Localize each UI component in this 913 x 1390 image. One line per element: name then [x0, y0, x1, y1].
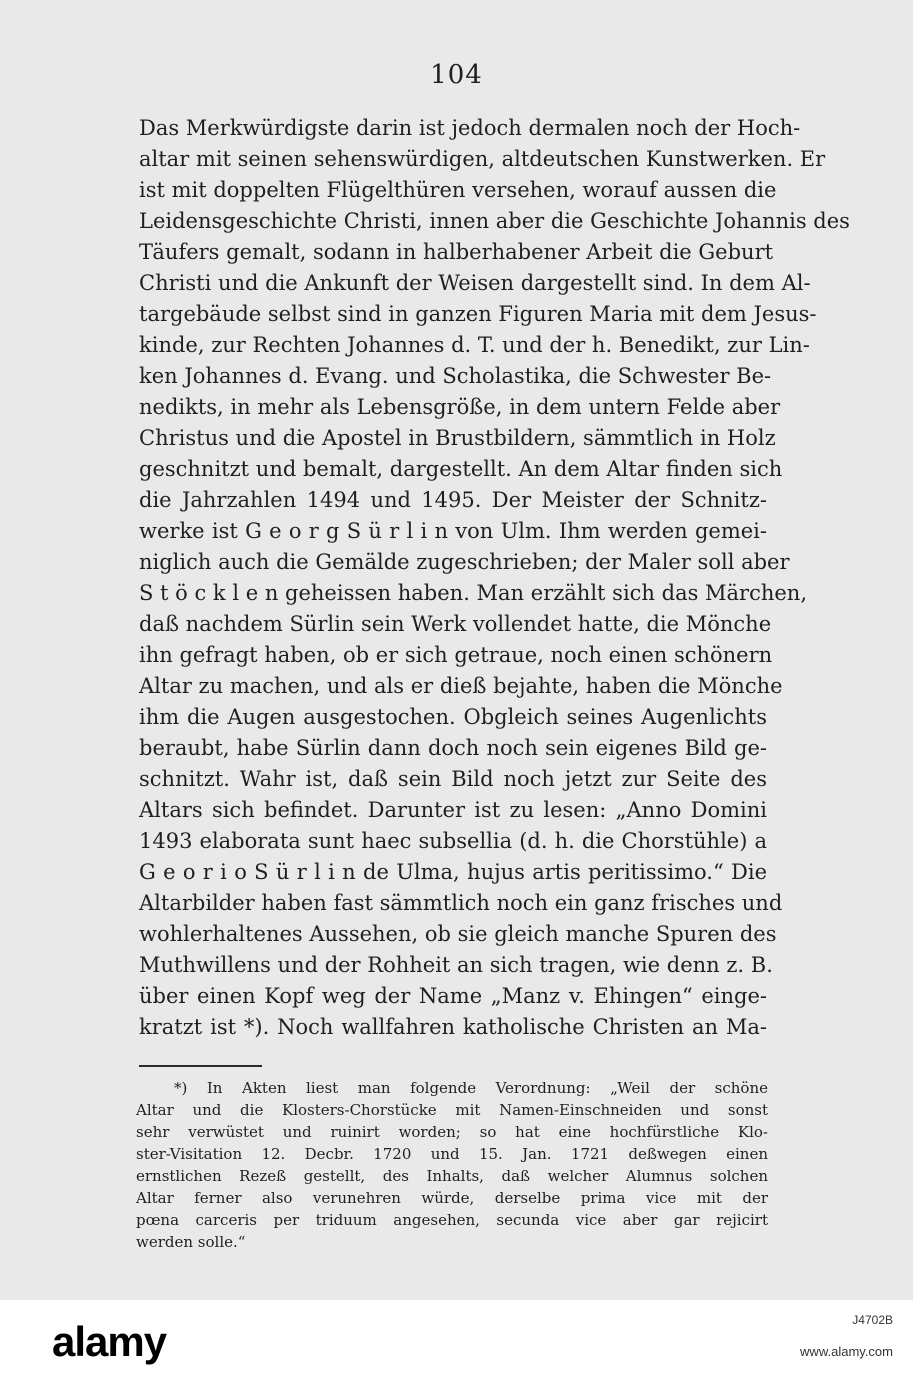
text-line: über einen Kopf weg der Name „Manz v. Ehingen“ einge- — [139, 984, 767, 1008]
text-line: Altar zu machen, und als er dieß bejahte, haben die Mönche — [139, 674, 783, 698]
text-line: Christus und die Apostel in Brustbildern, sämmtlich in Holz — [139, 426, 776, 450]
text-line: wohlerhaltenes Aussehen, ob sie gleich manche Spuren des — [139, 922, 777, 946]
text-line: Christi und die Ankunft der Weisen dargestellt sind. In dem Al- — [139, 271, 811, 295]
text-line: Altarbilder haben fast sämmtlich noch ein ganz frisches und — [139, 891, 783, 915]
text-line: kratzt ist *). Noch wallfahren katholische Christen an Ma- — [139, 1015, 767, 1039]
text-line: beraubt, habe Sürlin dann doch noch sein eigenes Bild ge- — [139, 736, 767, 760]
text-line: Altars sich befindet. Darunter ist zu lesen: „Anno Domini — [139, 798, 767, 822]
text-line: ken Johannes d. Evang. und Scholastika, die Schwester Be- — [139, 364, 772, 388]
footnote-line: Altar ferner also verunehren würde, derselbe prima vice mit der — [136, 1189, 768, 1207]
text-line: schnitzt. Wahr ist, daß sein Bild noch jetzt zur Seite des — [139, 767, 767, 791]
footnote-line: *) In Akten liest man folgende Verordnung: „Weil der schöne — [174, 1079, 768, 1097]
text-line: nedikts, in mehr als Lebensgröße, in dem untern Felde aber — [139, 395, 781, 419]
footnote-divider — [139, 1065, 262, 1067]
text-line: 1493 elaborata sunt haec subsellia (d. h. die Chorstühle) a — [139, 829, 767, 853]
text-line: niglich auch die Gemälde zugeschrieben; der Maler soll aber — [139, 550, 790, 574]
footnote-line: sehr verwüstet und ruinirt worden; so hat eine hochfürstliche Klo- — [136, 1123, 768, 1141]
text-line: kinde, zur Rechten Johannes d. T. und der h. Benedikt, zur Lin- — [139, 333, 810, 357]
footnote-line: werden solle.“ — [136, 1233, 246, 1251]
footnote-line: pœna carceris per triduum angesehen, secunda vice aber gar rejicirt — [136, 1211, 768, 1229]
text-line: ihn gefragt haben, ob er sich getraue, noch einen schönern — [139, 643, 773, 667]
text-line: altar mit seinen sehenswürdigen, altdeutschen Kunstwerken. Er — [139, 147, 826, 171]
footnote-line: ster-Visitation 12. Decbr. 1720 und 15. Jan. 1721 deßwegen einen — [136, 1145, 768, 1163]
text-line: Täufers gemalt, sodann in halberhabener Arbeit die Geburt — [139, 240, 774, 264]
text-line: daß nachdem Sürlin sein Werk vollendet hatte, die Mönche — [139, 612, 772, 636]
text-line: S t ö c k l e n geheissen haben. Man erzählt sich das Märchen, — [139, 581, 808, 605]
text-line: Das Merkwürdigste darin ist jedoch dermalen noch der Hoch- — [139, 116, 801, 140]
text-line: Leidensgeschichte Christi, innen aber die Geschichte Johannis des — [139, 209, 850, 233]
page-number: 104 — [430, 60, 483, 90]
text-line: ihm die Augen ausgestochen. Obgleich seines Augenlichts — [139, 705, 767, 729]
text-line: werke ist G e o r g S ü r l i n von Ulm. Ihm werden gemei- — [139, 519, 767, 543]
footnote-line: ernstlichen Rezeß gestellt, des Inhalts, daß welcher Alumnus solchen — [136, 1167, 768, 1185]
footnote-line: Altar und die Klosters-Chorstücke mit Namen-Einschneiden und sonst — [136, 1101, 768, 1119]
text-line: targebäude selbst sind in ganzen Figuren Maria mit dem Jesus- — [139, 302, 817, 326]
image-id: J4702B — [852, 1313, 893, 1327]
text-line: die Jahrzahlen 1494 und 1495. Der Meister der Schnitz- — [139, 488, 767, 512]
site-url: www.alamy.com — [800, 1344, 893, 1359]
text-line: Muthwillens und der Rohheit an sich tragen, wie denn z. B. — [139, 953, 773, 977]
text-line: ist mit doppelten Flügelthüren versehen, worauf aussen die — [139, 178, 777, 202]
brand-logo: alamy — [52, 1318, 167, 1365]
text-line: geschnitzt und bemalt, dargestellt. An dem Altar finden sich — [139, 457, 783, 481]
text-line: G e o r i o S ü r l i n de Ulma, hujus artis peritissimo.“ Die — [139, 860, 767, 884]
